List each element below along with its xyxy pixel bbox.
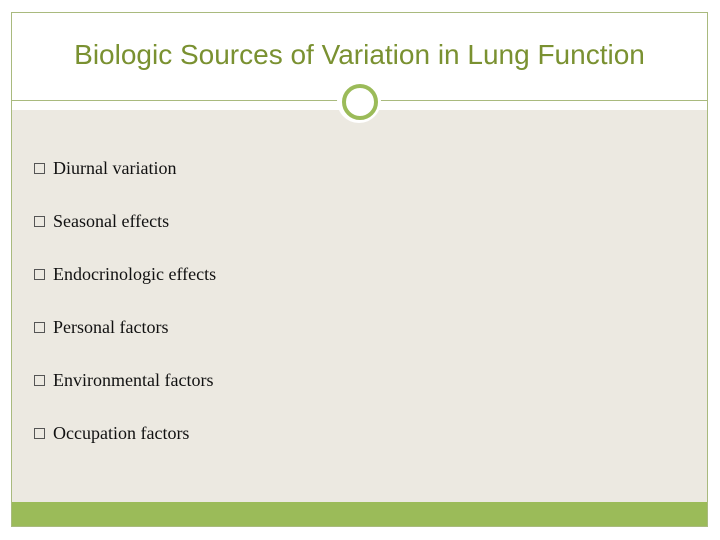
square-bullet-icon: [34, 322, 45, 333]
slide-frame: [11, 12, 708, 527]
footer-bar: [12, 502, 707, 526]
bullet-text: Diurnal variation: [53, 158, 177, 178]
bullet-list: [34, 142, 216, 460]
bullet-item: [34, 248, 216, 301]
bullet-item: [34, 195, 216, 248]
content-area: [12, 110, 707, 504]
bullet-item: [34, 354, 216, 407]
square-bullet-icon: [34, 375, 45, 386]
square-bullet-icon: [34, 428, 45, 439]
bullet-item: [34, 301, 216, 354]
ring-ornament-icon: [337, 79, 381, 123]
slide-title: Biologic Sources of Variation in Lung Function: [74, 39, 645, 70]
bullet-text: Personal factors: [53, 317, 169, 337]
bullet-text: Environmental factors: [53, 370, 214, 390]
bullet-text: Seasonal effects: [53, 211, 170, 231]
bullet-text: Occupation factors: [53, 423, 190, 443]
bullet-item: [34, 407, 216, 460]
square-bullet-icon: [34, 269, 45, 280]
bullet-text: Endocrinologic effects: [53, 264, 217, 284]
square-bullet-icon: [34, 216, 45, 227]
square-bullet-icon: [34, 163, 45, 174]
bullet-item: [34, 142, 216, 195]
